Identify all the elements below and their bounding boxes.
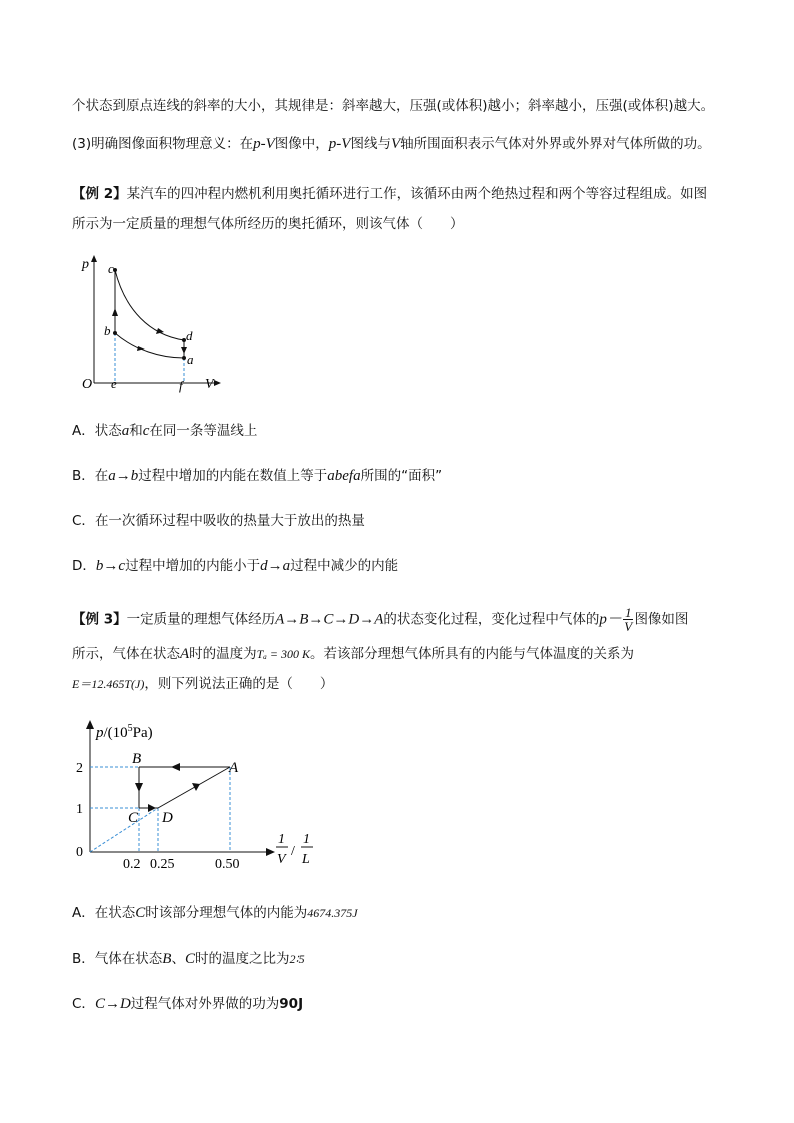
- option-var: C: [135, 905, 146, 921]
- example3-line-1: [72, 606, 688, 633]
- arrow-c-d: [148, 804, 156, 812]
- y-axis-label: $p/(10^5Pa)$: [96, 723, 153, 741]
- label-B: B: [132, 751, 142, 767]
- option-var: c: [142, 423, 150, 439]
- option-letter: D．: [72, 558, 96, 574]
- option-var: abefa: [327, 468, 361, 484]
- label-p: p: [82, 257, 89, 272]
- intro-v: V: [390, 136, 401, 152]
- example3-option-c: [72, 995, 303, 1013]
- option-text: 和: [129, 423, 143, 439]
- example3-line-2: [72, 645, 634, 663]
- example3-line-3: [72, 675, 333, 693]
- example2-line-1: [72, 185, 707, 203]
- example3-text-1c: 图像如图: [634, 611, 689, 628]
- label-a: a: [187, 352, 194, 367]
- example3-text-2b: 时的温度为: [189, 646, 257, 662]
- option-text: 、: [171, 951, 185, 967]
- option-text: 在状态: [94, 905, 136, 921]
- option-var: C: [184, 951, 195, 967]
- y-tick-1: 1: [76, 802, 83, 817]
- option-var: C→D: [94, 996, 131, 1012]
- x-unit-num: 1: [303, 832, 310, 847]
- arrow-b-c: [112, 308, 118, 316]
- example3-formula: E＝12.465T(J): [72, 677, 145, 691]
- example3-option-a: [72, 904, 358, 922]
- arrow-c-d: [156, 328, 164, 334]
- y-tick-0: 0: [76, 845, 83, 860]
- example3-state-a: A: [180, 646, 190, 662]
- option-text: 在: [94, 468, 109, 484]
- frac-den: V: [624, 619, 633, 634]
- point-a: [182, 356, 186, 360]
- example3-temp: Tₐ = 300 K: [256, 647, 310, 661]
- option-text: 状态: [94, 423, 122, 439]
- otto-cycle-diagram: [70, 250, 230, 395]
- option-var: d→a: [260, 558, 291, 574]
- arrow-d-a: [192, 783, 200, 791]
- option-var: b→c: [95, 558, 126, 574]
- example3-text-1a: 一定质量的理想气体经历: [126, 611, 276, 628]
- option-var: B: [162, 951, 172, 967]
- intro-pv-2: p-V: [328, 136, 351, 152]
- x-tick-0.2: 0.2: [123, 857, 141, 872]
- option-text: 在一次循环过程中吸收的热量大于放出的热量: [94, 513, 365, 529]
- curve-a-b: [115, 333, 184, 358]
- option-value: 4674.375J: [307, 906, 358, 920]
- y-tick-2: 2: [76, 761, 83, 776]
- option-letter: C．: [72, 996, 95, 1012]
- intro-text-2b: 图像中，: [274, 136, 329, 152]
- example2-label: 【例 2】: [72, 186, 127, 202]
- y-axis-arrow: [86, 720, 94, 729]
- option-letter: B．: [72, 951, 95, 967]
- option-text: 过程气体对外界做的功为: [130, 996, 280, 1012]
- x-label-slash: /: [291, 844, 295, 859]
- option-text: 时该部分理想气体的内能为: [145, 905, 308, 921]
- curve-c-d: [115, 270, 184, 340]
- label-origin: O: [82, 377, 93, 392]
- guide-origin-d: [90, 808, 158, 852]
- x-tick-0.50: 0.50: [215, 857, 240, 872]
- example3-text-2c: 。若该部分理想气体所具有的内能与气体温度的关系为: [309, 646, 634, 662]
- frac-num: 1: [624, 605, 632, 620]
- option-text: 过程中减少的内能: [290, 558, 399, 574]
- label-b: b: [104, 323, 111, 338]
- example2-option-a: [72, 422, 257, 440]
- label-c: c: [108, 261, 114, 276]
- example3-label: 【例 3】: [72, 611, 127, 628]
- arrow-b-c: [135, 783, 143, 792]
- example2-text-1: 某汽车的四冲程内燃机利用奥托循环进行工作，该循环由两个绝热过程和两个等容过程组成。如图: [126, 186, 708, 202]
- example2-text-2: 所示为一定质量的理想气体所经历的奥托循环，则该气体（ ）: [72, 216, 464, 232]
- option-text: 在同一条等温线上: [149, 423, 258, 439]
- label-C: C: [128, 810, 139, 826]
- option-text: 时的温度之比为: [194, 951, 290, 967]
- x-label-num: 1: [278, 832, 285, 847]
- option-text: 气体在状态: [94, 951, 163, 967]
- example3-process: A→B→C→D→A: [275, 611, 384, 628]
- option-text: 所围的“面积”: [360, 468, 443, 484]
- option-value: 2∶5: [289, 952, 305, 966]
- label-f: f: [179, 378, 183, 393]
- option-text: 过程中增加的内能在数值上等于: [138, 468, 328, 484]
- intro-line-2: [72, 135, 711, 153]
- option-var: a: [121, 423, 130, 439]
- option-value: 90J: [279, 996, 304, 1012]
- label-d: d: [186, 328, 193, 343]
- example2-option-c: [72, 512, 365, 530]
- intro-text-2d: 轴所围面积表示气体对外界或外界对气体所做的功。: [400, 136, 711, 152]
- label-D: D: [162, 810, 173, 826]
- x-label-den: V: [277, 852, 286, 867]
- label-e: e: [111, 376, 117, 391]
- line-d-a: [158, 767, 230, 808]
- label-A: A: [229, 760, 239, 776]
- x-unit-den: L: [302, 852, 310, 867]
- example3-p-minus: p－: [599, 611, 622, 628]
- intro-text-2a: (3)明确图像面积物理意义：在: [72, 136, 254, 152]
- example3-text-3: ，则下列说法正确的是（ ）: [144, 676, 334, 692]
- example3-fraction: [623, 606, 634, 633]
- example3-text-2a: 所示，气体在状态: [72, 646, 180, 662]
- example3-option-b: [72, 950, 305, 968]
- intro-pv-1: p-V: [253, 136, 275, 152]
- example2-option-b: [72, 467, 442, 485]
- intro-text-1: 个状态到原点连线的斜率的大小，其规律是：斜率越大，压强(或体积)越小；斜率越小，压强(或体积)越大。: [72, 98, 715, 114]
- label-v: V: [205, 377, 214, 392]
- option-letter: A．: [72, 905, 95, 921]
- intro-text-2c: 图线与: [350, 136, 391, 152]
- p-invV-diagram: [70, 715, 320, 875]
- arrow-a-b: [171, 763, 180, 771]
- example2-option-d: [72, 557, 398, 575]
- option-var: a→b: [108, 468, 139, 484]
- option-letter: C．: [72, 513, 95, 529]
- x-tick-0.25: 0.25: [150, 857, 175, 872]
- intro-line-1: [72, 97, 714, 115]
- x-axis-arrow: [266, 848, 275, 856]
- option-text: 过程中增加的内能小于: [125, 558, 261, 574]
- option-letter: B．: [72, 468, 95, 484]
- example2-line-2: [72, 215, 464, 233]
- example3-text-1b: 的状态变化过程，变化过程中气体的: [383, 611, 600, 628]
- point-b: [113, 331, 117, 335]
- option-letter: A．: [72, 423, 95, 439]
